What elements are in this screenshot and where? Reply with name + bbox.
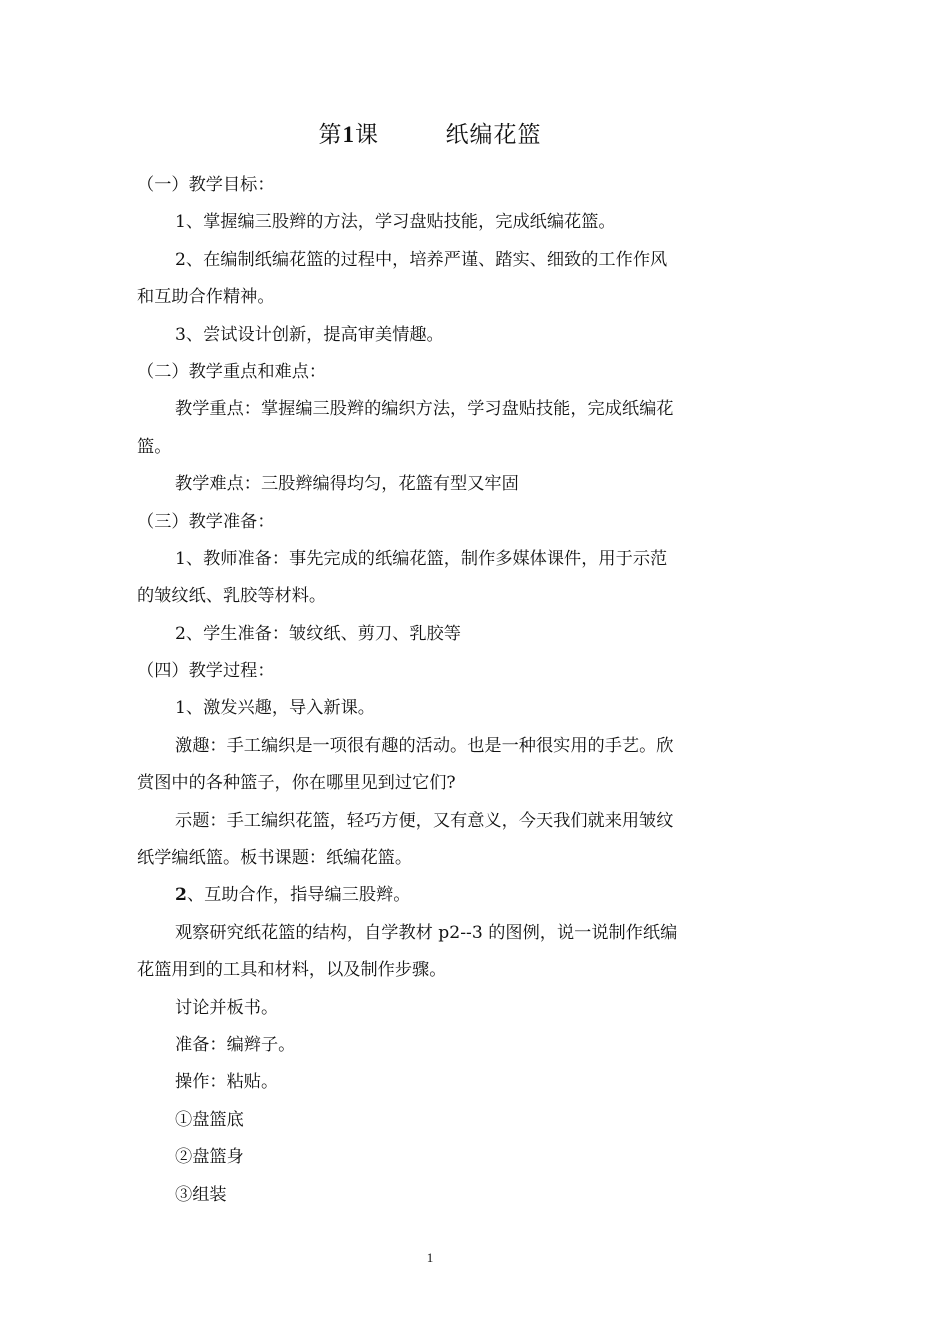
paragraph-line: ③组装	[175, 1184, 227, 1205]
line-text: 、互助合作，指导编三股辫。	[186, 885, 411, 906]
paragraph-line: 激趣：手工编织是一项很有趣的活动。也是一种很实用的手艺。欣	[175, 735, 674, 756]
paragraph-line: 2、学生准备：皱纹纸、剪刀、乳胶等	[175, 623, 461, 644]
paragraph-line: 1、激发兴趣，导入新课。	[175, 698, 375, 719]
paragraph-line	[137, 877, 727, 914]
paragraph-line: 观察研究纸花篮的结构，自学教材 p2--3 的图例，说一说制作纸编	[175, 922, 678, 943]
paragraph-line: 篮。	[137, 436, 172, 457]
paragraph-line: 讨论并板书。	[175, 997, 279, 1018]
paragraph-line: 3、尝试设计创新，提高审美情趣。	[175, 324, 444, 345]
paragraph-line: 1、教师准备：事先完成的纸编花篮，制作多媒体课件，用于示范	[175, 548, 668, 569]
paragraph-line: （二）教学重点和难点：	[137, 361, 327, 382]
lesson-body	[137, 167, 727, 1214]
bold-number: 2	[175, 885, 187, 906]
paragraph-line: 教学重点：掌握编三股辫的编织方法，学习盘贴技能，完成纸编花	[175, 399, 674, 420]
title-prefix: 第	[318, 122, 343, 148]
paragraph-line: 和互助合作精神。	[137, 287, 275, 308]
paragraph-line: 2、在编制纸编花篮的过程中，培养严谨、踏实、细致的工作作风	[175, 249, 668, 270]
paragraph-line: 赏图中的各种篮子，你在哪里见到过它们?	[137, 773, 456, 794]
paragraph-line: 纸学编纸篮。板书课题：纸编花篮。	[137, 848, 413, 869]
paragraph-line: （一）教学目标：	[137, 175, 275, 195]
paragraph-line: 1、掌握编三股辫的方法，学习盘贴技能，完成纸编花篮。	[175, 212, 616, 233]
page-number: 1	[426, 1250, 434, 1265]
paragraph-line: 准备：编辫子。	[175, 1034, 296, 1055]
paragraph-line: 示题：手工编织花篮，轻巧方便，又有意义，今天我们就来用皱纹	[175, 810, 674, 831]
paragraph-line: 花篮用到的工具和材料，以及制作步骤。	[137, 960, 447, 981]
lesson-title	[0, 116, 860, 149]
paragraph-line: （三）教学准备：	[137, 511, 275, 532]
title-suffix: 课 纸编花篮	[355, 122, 542, 148]
paragraph-line: ②盘篮身	[175, 1147, 244, 1168]
paragraph-line: （四）教学过程：	[137, 661, 275, 682]
paragraph-line: 教学难点：三股辫编得均匀，花篮有型又牢固	[175, 474, 519, 495]
paragraph-line: 的皱纹纸、乳胶等材料。	[137, 586, 327, 607]
title-number: 1	[342, 122, 355, 147]
paragraph-line: 操作：粘贴。	[175, 1072, 279, 1093]
paragraph-line: ①盘篮底	[175, 1109, 244, 1130]
